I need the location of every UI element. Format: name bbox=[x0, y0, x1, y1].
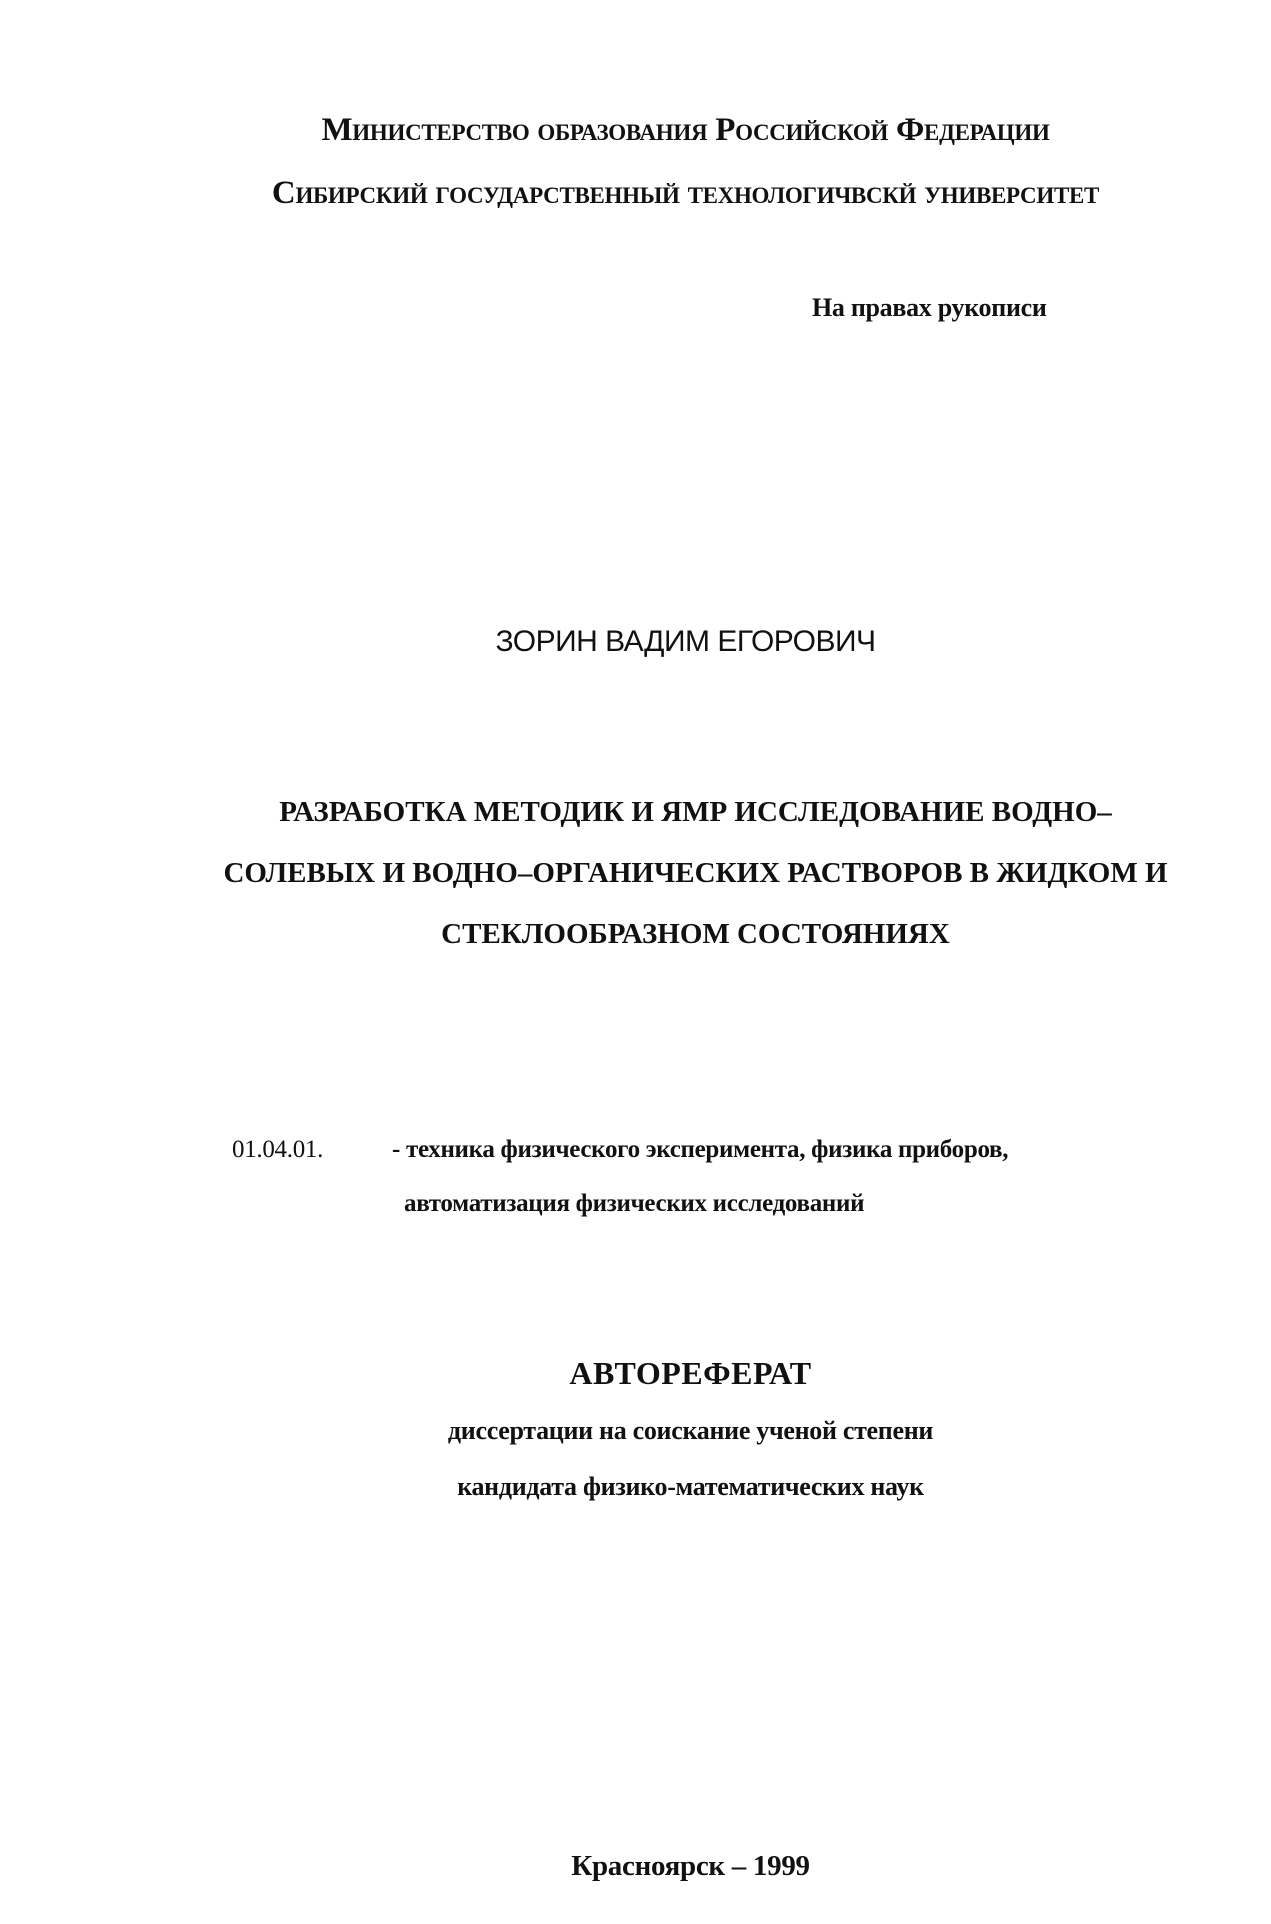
thesis-title-line-2: СОЛЕВЫХ И ВОДНО–ОРГАНИЧЕСКИХ РАСТВОРОВ В ЖИДКОМ И bbox=[223, 857, 1168, 889]
specialty-name-line-1: - техника физического эксперимента, физика приборов, bbox=[392, 1136, 1009, 1163]
thesis-title-line-3: СТЕКЛООБРАЗНОМ СОСТОЯНИЯХ bbox=[441, 918, 950, 950]
ministry-heading: Министерство образования Российской Федерации bbox=[321, 112, 1050, 148]
university-heading: Сибирский государственный технологичвскй университет bbox=[271, 175, 1100, 211]
city-and-year: Красноярск – 1999 bbox=[571, 1850, 810, 1882]
specialty-name-line-2: автоматизация физических исследований bbox=[404, 1190, 865, 1217]
manuscript-note: На правах рукописи bbox=[812, 293, 1047, 322]
author-name: ЗОРИН ВАДИМ ЕГОРОВИЧ bbox=[495, 625, 876, 658]
degree-line-1: диссертации на соискание ученой степени bbox=[447, 1416, 934, 1445]
specialty-code: 01.04.01. bbox=[232, 1136, 324, 1163]
thesis-title-line-1: РАЗРАБОТКА МЕТОДИК И ЯМР ИССЛЕДОВАНИЕ ВОДНО– bbox=[279, 796, 1112, 828]
abstract-title: АВТОРЕФЕРАТ bbox=[569, 1355, 812, 1391]
degree-line-2: кандидата физико-математических наук bbox=[457, 1472, 924, 1501]
